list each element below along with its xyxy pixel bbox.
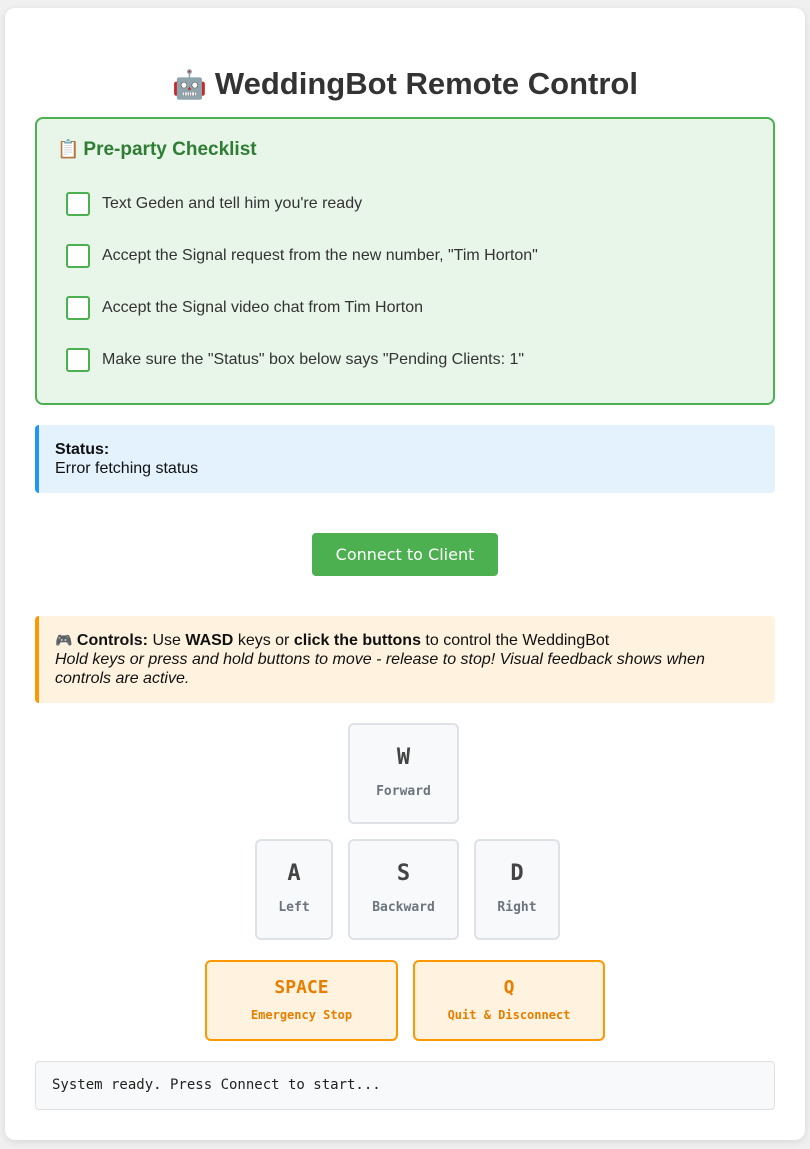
checklist-item[interactable]	[66, 348, 524, 372]
status-box	[35, 425, 775, 493]
checklist-heading	[57, 139, 257, 161]
backward-key-button[interactable]	[348, 839, 459, 940]
checklist-heading-text: Pre-party Checklist	[83, 139, 257, 160]
key-label: Forward	[376, 784, 431, 799]
controls-keys-text: WASD	[185, 632, 234, 649]
checkbox[interactable]	[66, 244, 90, 268]
checklist-item-label: Accept the Signal request from the new number, "Tim Horton"	[102, 247, 538, 264]
checkbox[interactable]	[66, 296, 90, 320]
checklist-item[interactable]	[66, 244, 538, 268]
log-output	[35, 1061, 775, 1110]
emergency-stop-button[interactable]	[205, 960, 398, 1041]
checklist-item[interactable]	[66, 296, 423, 320]
quit-disconnect-button[interactable]	[413, 960, 605, 1041]
controls-rest-text: to control the WeddingBot	[425, 632, 610, 649]
key-label: Backward	[372, 900, 435, 915]
checklist-item[interactable]	[66, 192, 362, 216]
controls-hint: Hold keys or press and hold buttons to move - release to stop! Visual feedback shows when controls are active.	[55, 651, 705, 687]
checkbox[interactable]	[66, 348, 90, 372]
key-label: Left	[278, 900, 310, 915]
controls-info-box	[35, 616, 775, 703]
checklist-item-label: Make sure the "Status" box below says "Pending Clients: 1"	[102, 351, 525, 368]
log-text: System ready. Press Connect to start...	[52, 1077, 381, 1093]
key-label: Quit & Disconnect	[447, 1008, 571, 1022]
page-title	[5, 66, 805, 102]
status-text: Error fetching status	[55, 460, 199, 477]
forward-key-button[interactable]	[348, 723, 459, 824]
controls-use-text: Use	[152, 632, 181, 649]
key-letter: S	[396, 861, 411, 886]
pre-party-checklist	[35, 117, 775, 405]
key-letter: W	[396, 745, 411, 770]
gamepad-icon: 🎮	[55, 632, 73, 648]
key-letter: D	[510, 861, 524, 886]
key-label: Emergency Stop	[250, 1008, 353, 1022]
controls-or-text: keys or	[237, 632, 290, 649]
key-letter: A	[287, 861, 301, 886]
checklist-item-label: Accept the Signal video chat from Tim Horton	[102, 299, 424, 316]
clipboard-icon: 📋	[57, 139, 80, 159]
main-card	[5, 8, 805, 1140]
checkbox[interactable]	[66, 192, 90, 216]
robot-icon: 🤖	[172, 69, 207, 100]
right-key-button[interactable]	[474, 839, 560, 940]
key-label: Right	[497, 900, 537, 915]
connect-button[interactable]: Connect to Client	[312, 533, 498, 576]
page-title-text: WeddingBot Remote Control	[214, 66, 638, 101]
checklist-item-label: Text Geden and tell him you're ready	[102, 195, 363, 212]
controls-label: Controls:	[76, 632, 148, 649]
key-letter: SPACE	[274, 977, 329, 998]
status-label: Status:	[55, 441, 110, 458]
controls-click-text: click the buttons	[293, 632, 421, 649]
left-key-button[interactable]	[255, 839, 333, 940]
key-letter: Q	[503, 977, 515, 998]
